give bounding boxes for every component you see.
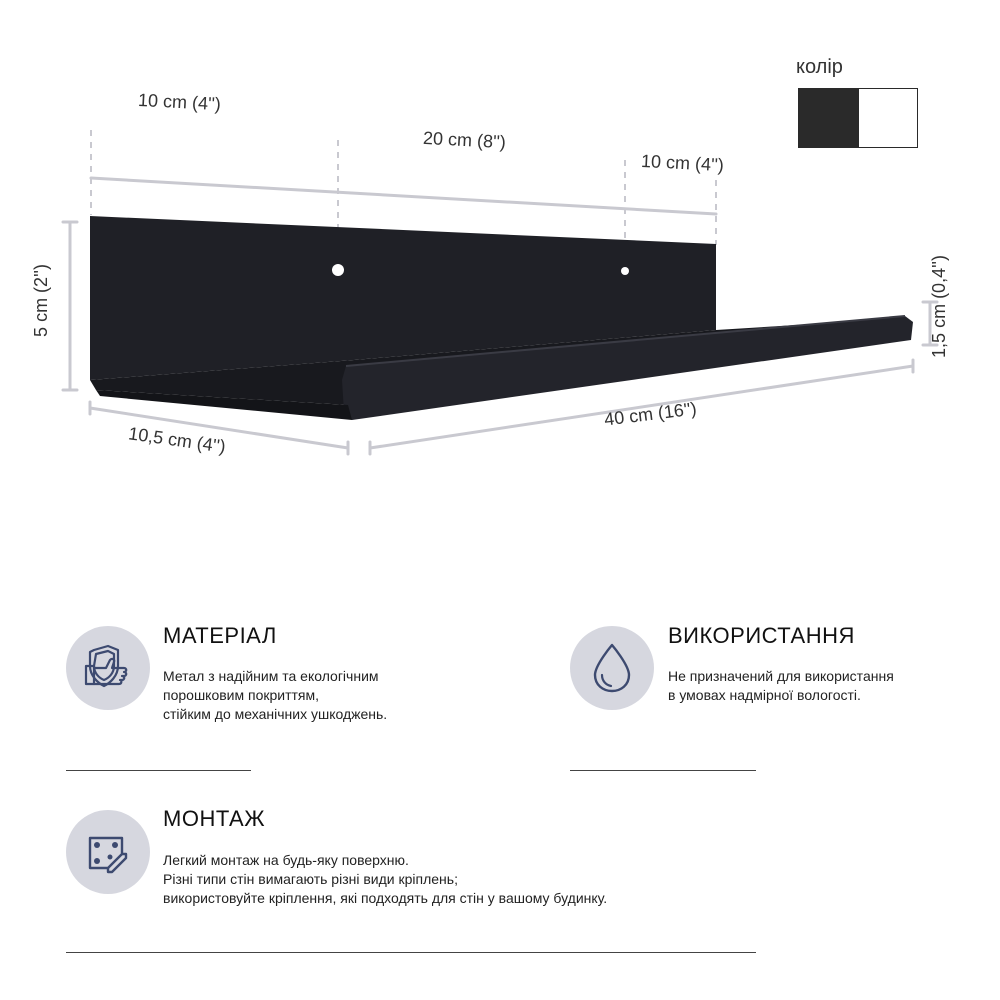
dim-depth: 10,5 cm (4''): [127, 423, 227, 457]
mounting-icon-circle: [66, 810, 150, 894]
mounting-title: МОНТАЖ: [163, 806, 266, 831]
dim-back-height: 5 cm (2''): [30, 264, 51, 337]
top-dimension-line: [91, 178, 716, 214]
mounting-hole-2: [621, 267, 629, 275]
shelf-diagram: [0, 0, 1000, 470]
material-divider: [66, 770, 251, 771]
dim-hole-left-offset: 10 cm (4''): [137, 89, 222, 115]
mounting-plate-icon: [80, 824, 136, 880]
usage-divider: [570, 770, 756, 771]
dim-hole-spacing: 20 cm (8''): [422, 127, 507, 153]
mounting-hole-1: [332, 264, 344, 276]
water-drop-icon: [587, 641, 637, 695]
mounting-divider: [66, 952, 756, 953]
mounting-description: Легкий монтаж на будь-яку поверхню. Різні типи стін вимагають різні види кріплень; використовуйте кріплення, які подходять для стін у вашому будинку.: [163, 852, 608, 906]
material-icon-circle: [66, 626, 150, 710]
material-description: Метал з надійним та екологічним порошковим покриттям, стійким до механічних ушкоджень.: [163, 668, 388, 722]
dim-hole-right-offset: 10 cm (4''): [640, 150, 725, 176]
material-title: МАТЕРІАЛ: [163, 623, 277, 648]
shelf-image: [90, 216, 913, 420]
dim-lip-height: 1,5 cm (0,4''): [928, 255, 949, 358]
hand-shield-icon: [80, 640, 136, 696]
usage-description: Не призначений для використання в умовах надмірної вологості.: [668, 668, 894, 703]
usage-title: ВИКОРИСТАННЯ: [668, 623, 855, 648]
color-label: колір: [796, 56, 843, 78]
dim-length: 40 cm (16''): [603, 398, 698, 430]
usage-icon-circle: [570, 626, 654, 710]
